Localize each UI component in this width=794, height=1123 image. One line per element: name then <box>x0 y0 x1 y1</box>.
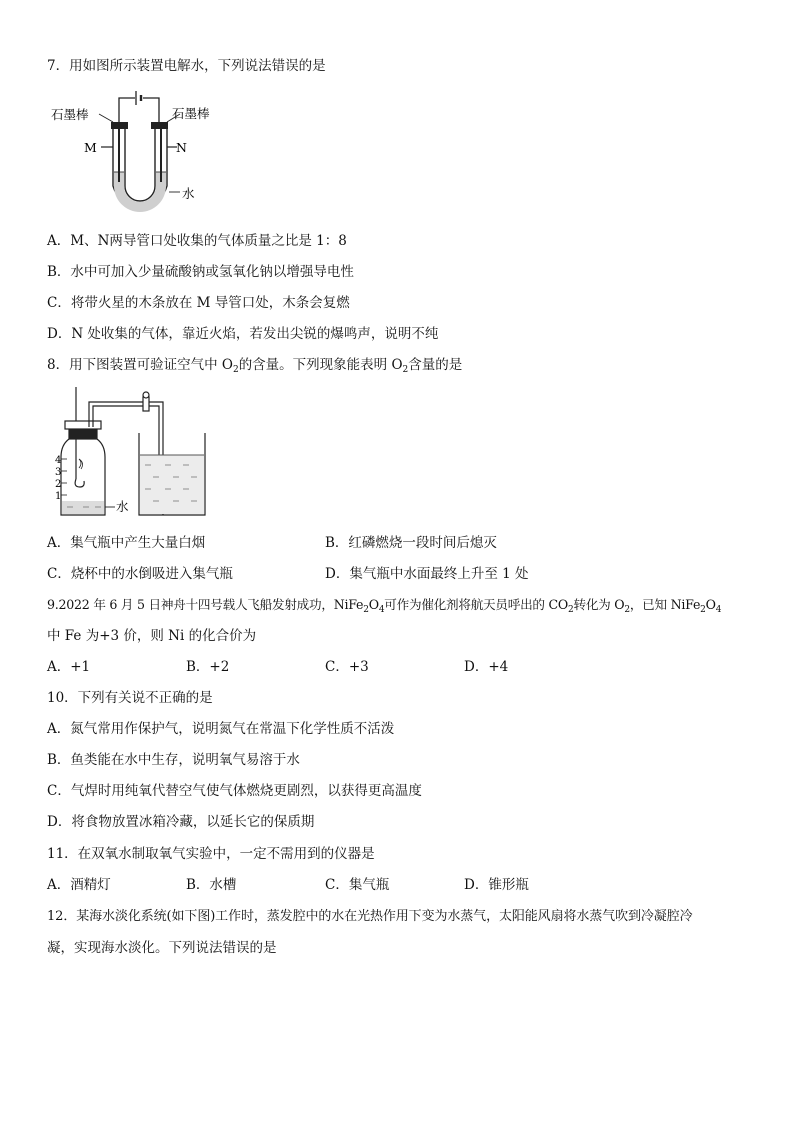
q9-l1-c: 可作为催化剂将航天员呼出的 CO <box>384 597 568 612</box>
q9-l1-e: ，已知 NiFe <box>629 597 701 612</box>
q7-stem: 7．用如图所示装置电解水，下列说法错误的是 <box>47 58 326 74</box>
q11-stem: 11．在双氧水制取氧气实验中，一定不需用到的仪器是 <box>47 846 375 862</box>
q8-clamp <box>143 397 149 411</box>
q8-apparatus-figure <box>55 383 215 523</box>
q9-l1-f: O <box>705 597 716 612</box>
q8-stem-part2: 的含量。下列现象能表明 O <box>238 357 403 373</box>
q9-l1-s2: 4 <box>378 605 385 615</box>
q9-l1-s1: 2 <box>363 605 369 615</box>
q8-option-b: B．红磷燃烧一段时间后熄灭 <box>325 535 497 551</box>
q10-option-c: C．气焊时用纯氧代替空气使气体燃烧更剧烈，以获得更高温度 <box>47 783 422 799</box>
q8-stem-part1: 8．用下图装置可验证空气中 O <box>47 357 233 373</box>
q9-stem-line2: 中 Fe 为+3 价，则 Ni 的化合价为 <box>47 628 257 644</box>
q10-option-b: B．鱼类能在水中生存，说明氧气易溶于水 <box>47 752 300 768</box>
q7-option-c: C．将带火星的木条放在 M 导管口处，木条会复燃 <box>47 295 350 311</box>
q10-option-d: D．将食物放置冰箱冷藏，以延长它的保质期 <box>47 814 315 830</box>
q7-water <box>114 172 166 212</box>
q9-option-b: B．+2 <box>186 659 230 675</box>
q9-l1-s6: 4 <box>715 605 722 615</box>
q9-l1-d: 转化为 O <box>573 597 625 612</box>
q11-option-c: C．集气瓶 <box>325 877 390 893</box>
q9-stem-line1 <box>47 596 721 614</box>
q11-option-b: B．水槽 <box>186 877 237 893</box>
q8-water-label: 水 <box>116 499 129 514</box>
q8-mark-4: 4 <box>55 455 62 466</box>
q8-stem-sub1: 2 <box>232 365 239 375</box>
q8-mark-3: 3 <box>55 467 62 478</box>
q8-mark-1: 1 <box>55 491 62 502</box>
q8-stem <box>47 356 462 374</box>
q8-beaker-water <box>140 455 204 514</box>
q9-l1-s3: 2 <box>567 605 574 615</box>
q12-stem-line2: 凝，实现海水淡化。下列说法错误的是 <box>47 940 277 956</box>
q8-stem-sub2: 2 <box>402 365 409 375</box>
q11-option-d: D．锥形瓶 <box>464 877 529 893</box>
q7-option-a: A．M、N两导管口处收集的气体质量之比是 1：8 <box>47 233 347 249</box>
q9-l1-b: O <box>368 597 379 612</box>
q9-option-d: D．+4 <box>464 659 509 675</box>
q9-option-c: C．+3 <box>325 659 369 675</box>
q8-mark-2: 2 <box>55 479 62 490</box>
q9-l1-s5: 2 <box>700 605 706 615</box>
q7-option-d: D．N 处收集的气体，靠近火焰，若发出尖锐的爆鸣声，说明不纯 <box>47 326 439 342</box>
q9-option-a: A．+1 <box>47 659 91 675</box>
q12-stem-line1: 12．某海水淡化系统(如下图)工作时，蒸发腔中的水在光热作用下变为水蒸气，太阳能风扇将水蒸气吹到冷凝腔冷 <box>47 909 693 924</box>
q8-stem-part3: 含量的是 <box>408 357 463 373</box>
q7-option-b: B．水中可加入少量硫酸钠或氢氧化钠以增强导电性 <box>47 264 354 280</box>
q10-stem: 10．下列有关说不正确的是 <box>47 690 213 706</box>
q7-wire-battery <box>119 91 159 122</box>
q8-option-a: A．集气瓶中产生大量白烟 <box>47 535 206 551</box>
q7-electrolysis-figure <box>45 86 255 216</box>
q7-right-label: 石墨棒 <box>172 106 210 121</box>
q8-option-c: C．烧杯中的水倒吸进入集气瓶 <box>47 566 233 582</box>
q7-left-cap <box>111 122 128 129</box>
q7-water-label: 水 <box>182 186 195 201</box>
q8-option-d: D．集气瓶中水面最终上升至 1 处 <box>325 566 529 582</box>
q7-n-label: N <box>176 140 187 155</box>
q10-option-a: A．氮气常用作保护气，说明氮气在常温下化学性质不活泼 <box>47 721 395 737</box>
q11-option-a: A．酒精灯 <box>47 877 111 893</box>
q7-m-label: M <box>84 140 97 155</box>
q9-l1-s4: 2 <box>624 605 630 615</box>
q9-l1-a: 9.2022 年 6 月 5 日神舟十四号载人飞船发射成功，NiFe <box>47 597 364 612</box>
q7-right-cap <box>151 122 168 129</box>
q7-left-label: 石墨棒 <box>51 107 89 122</box>
